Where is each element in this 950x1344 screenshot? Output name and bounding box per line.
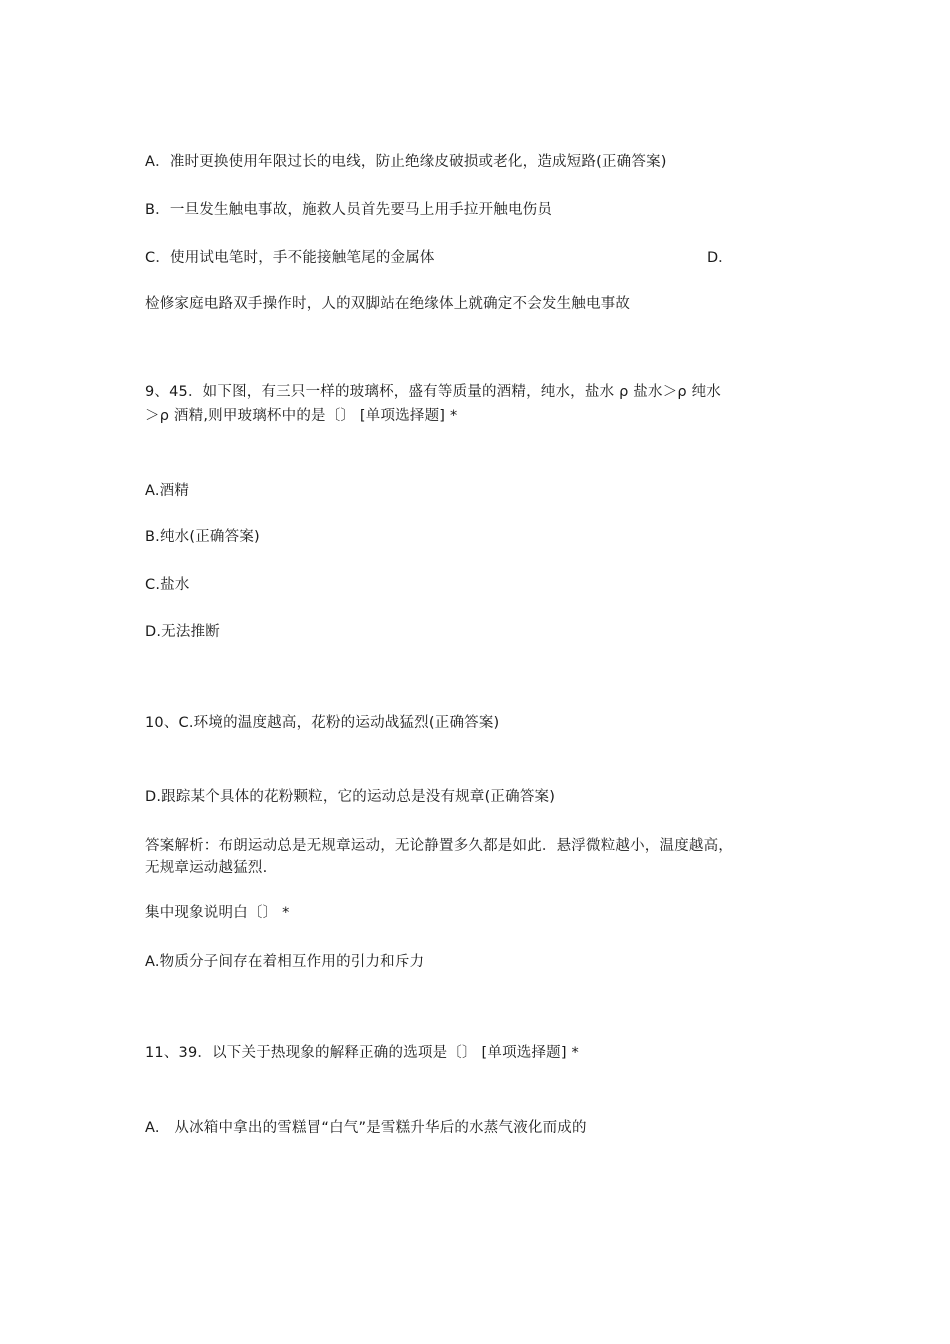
q10-option-c: 10、C.环境的温度越高，花粉的运动战猛烈(正确答案) [145, 715, 500, 731]
q8-option-d-label: D． [707, 250, 733, 266]
q9-option-d: D.无法推断 [145, 624, 220, 640]
q11-title: 11、39．以下关于热现象的解释正确的选项是〔〕 [单项选择题] * [145, 1045, 579, 1061]
q10-analysis-line2: 无规章运动越猛烈. [145, 860, 268, 876]
q9-title-line1: 9、45．如下图，有三只一样的玻璃杯，盛有等质量的酒精，纯水，盐水 ρ 盐水＞ρ 纯水 [145, 384, 722, 400]
q10-sub-question: 集中现象说明白〔〕 * [145, 905, 290, 921]
q8-option-a: A．准时更换使用年限过长的电线，防止绝缘皮破损或老化，造成短路(正确答案) [145, 154, 667, 170]
q9-option-c: C.盐水 [145, 577, 190, 593]
q10-sub-option-a: A.物质分子间存在着相互作用的引力和斥力 [145, 954, 425, 970]
q8-option-b: B．一旦发生触电事故，施救人员首先要马上用手拉开触电伤员 [145, 202, 553, 218]
q9-title-line2: ＞ρ 酒精,则甲玻璃杯中的是〔〕 [单项选择题] * [145, 408, 458, 424]
q9-option-a: A.酒精 [145, 483, 190, 499]
q8-option-c: C．使用试电笔时，手不能接触笔尾的金属体 [145, 250, 435, 266]
q9-option-b: B.纯水(正确答案) [145, 529, 260, 545]
q10-option-d: D.跟踪某个具体的花粉颗粒，它的运动总是没有规章(正确答案) [145, 789, 556, 805]
q10-analysis-line1: 答案解析：布朗运动总是无规章运动，无论静置多久都是如此．悬浮微粒越小，温度越高， [145, 838, 733, 854]
q8-option-d-text: 检修家庭电路双手操作时，人的双脚站在绝缘体上就确定不会发生触电事故 [145, 296, 631, 312]
q11-option-a: A. 从冰箱中拿出的雪糕冒“白气”是雪糕升华后的水蒸气液化而成的 [145, 1120, 587, 1136]
